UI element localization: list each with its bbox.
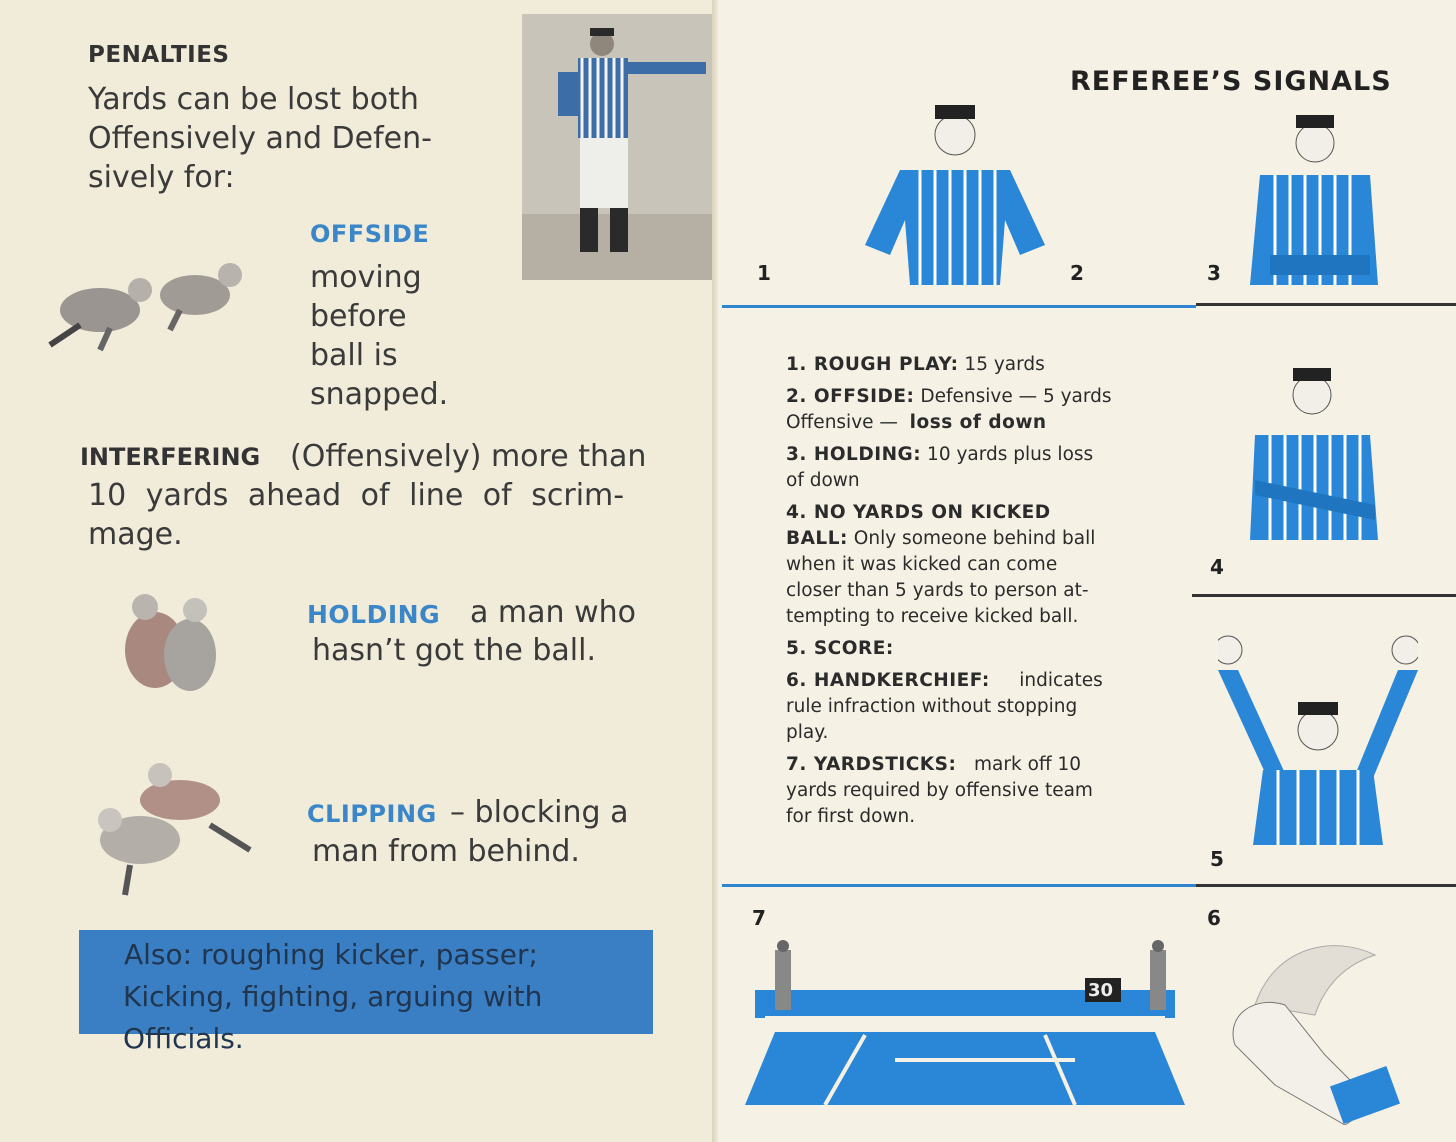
clipping-text-1: – blocking a — [450, 795, 629, 830]
signal-2-desc: Defensive — 5 yards — [920, 386, 1112, 407]
clipping-players-illustration — [70, 755, 270, 905]
signal-2-line2 — [786, 410, 1047, 436]
penalties-title: PENALTIES — [88, 42, 230, 68]
signal-2-line2a: Offensive — — [786, 412, 898, 433]
referee-signal-holding — [1230, 105, 1390, 295]
scoreboard-number: 30 — [1088, 980, 1114, 1001]
signal-5-text — [786, 636, 894, 662]
signal-5-label: 5. SCORE: — [786, 638, 894, 659]
divider-dark-3 — [1196, 884, 1456, 887]
offside-text-3: ball is — [310, 338, 398, 373]
yardsticks-field-illustration — [745, 940, 1185, 1110]
clipping-text-2: man from behind. — [312, 834, 580, 869]
signal-3-label: 3. HOLDING: — [786, 444, 922, 465]
signal-6-label: 6. HANDKERCHIEF: — [786, 670, 990, 691]
divider-dark-1 — [1196, 303, 1456, 306]
offside-text-4: snapped. — [310, 377, 449, 412]
signal-4-label — [786, 500, 1051, 526]
signal-4-label-text: 4. NO YARDS ON KICKED — [786, 502, 1051, 523]
signal-7-desc: mark off 10 — [974, 754, 1082, 775]
holding-label: HOLDING — [307, 600, 441, 629]
also-line-1: Also: roughing kicker, passer; — [124, 938, 538, 971]
offside-text-2: before — [310, 299, 407, 334]
divider-blue-1 — [722, 305, 1196, 308]
signal-7-line3: for first down. — [786, 806, 916, 827]
signal-number-2: 2 — [1070, 261, 1084, 285]
offside-label: OFFSIDE — [310, 220, 430, 248]
holding-players-illustration — [110, 585, 230, 715]
signal-6-line2: rule infraction without stopping — [786, 696, 1078, 717]
signal-6-line3: play. — [786, 722, 829, 743]
also-line-3: Officials. — [123, 1022, 244, 1055]
signal-6-text — [786, 668, 1103, 694]
also-box — [79, 930, 653, 1034]
signal-2-line2b: loss of down — [909, 412, 1047, 433]
signal-3-text — [786, 442, 1093, 468]
signal-number-4: 4 — [1210, 555, 1224, 579]
interfering-text-3: mage. — [88, 517, 183, 552]
signal-6-desc: indicates — [1019, 670, 1103, 691]
signal-1-desc: 15 yards — [964, 354, 1045, 375]
signal-number-6: 6 — [1207, 906, 1221, 930]
intro-line-2: Offensively and Defen- — [88, 121, 432, 156]
offside-players-illustration — [30, 250, 260, 370]
intro-line-1: Yards can be lost both — [88, 82, 419, 117]
interfering-text-2: 10 yards ahead of line of scrim- — [88, 478, 625, 513]
divider-blue-2 — [722, 884, 1196, 887]
signal-number-1: 1 — [757, 261, 771, 285]
holding-text-1: a man who — [470, 595, 636, 630]
divider-dark-2 — [1192, 594, 1456, 597]
referee-signal-score — [1218, 610, 1418, 845]
interfering-label: INTERFERING — [80, 443, 261, 471]
signal-number-5: 5 — [1210, 847, 1224, 871]
signal-3-line2: of down — [786, 470, 860, 491]
clipping-label: CLIPPING — [307, 800, 437, 828]
interfering-text-1: (Offensively) more than — [290, 439, 647, 474]
referee-signal-no-yards — [1240, 360, 1390, 550]
signal-4-label2: BALL: — [786, 528, 848, 549]
signal-7-label: 7. YARDSTICKS: — [786, 754, 957, 775]
signal-number-3: 3 — [1207, 261, 1221, 285]
signal-3-desc: 10 yards plus loss — [927, 444, 1094, 465]
signal-4-desc: Only someone behind ball — [853, 528, 1096, 549]
offside-text-1: moving — [310, 260, 422, 295]
signal-7-text — [786, 752, 1081, 778]
signal-4-line3: when it was kicked can come — [786, 554, 1058, 575]
left-page — [0, 0, 718, 1142]
signal-2-text — [786, 384, 1112, 410]
signal-1-label: 1. ROUGH PLAY: — [786, 354, 959, 375]
signal-1-text — [786, 352, 1045, 378]
signal-2-label: 2. OFFSIDE: — [786, 386, 915, 407]
also-line-2: Kicking, fighting, arguing with — [123, 980, 543, 1013]
referee-signal-rough-play — [840, 95, 1070, 295]
referee-pointing-photo — [522, 14, 718, 280]
signal-4-line5: tempting to receive kicked ball. — [786, 606, 1079, 627]
holding-text-2: hasn’t got the ball. — [312, 633, 596, 668]
signal-number-7: 7 — [752, 906, 766, 930]
signal-4-line4: closer than 5 yards to person at- — [786, 580, 1089, 601]
referee-signals-title: REFEREE’S SIGNALS — [1070, 66, 1392, 97]
signal-4-line2 — [786, 526, 1095, 552]
handkerchief-hand-illustration — [1215, 925, 1415, 1125]
signal-7-line2: yards required by offensive team — [786, 780, 1093, 801]
intro-line-3: sively for: — [88, 160, 235, 195]
